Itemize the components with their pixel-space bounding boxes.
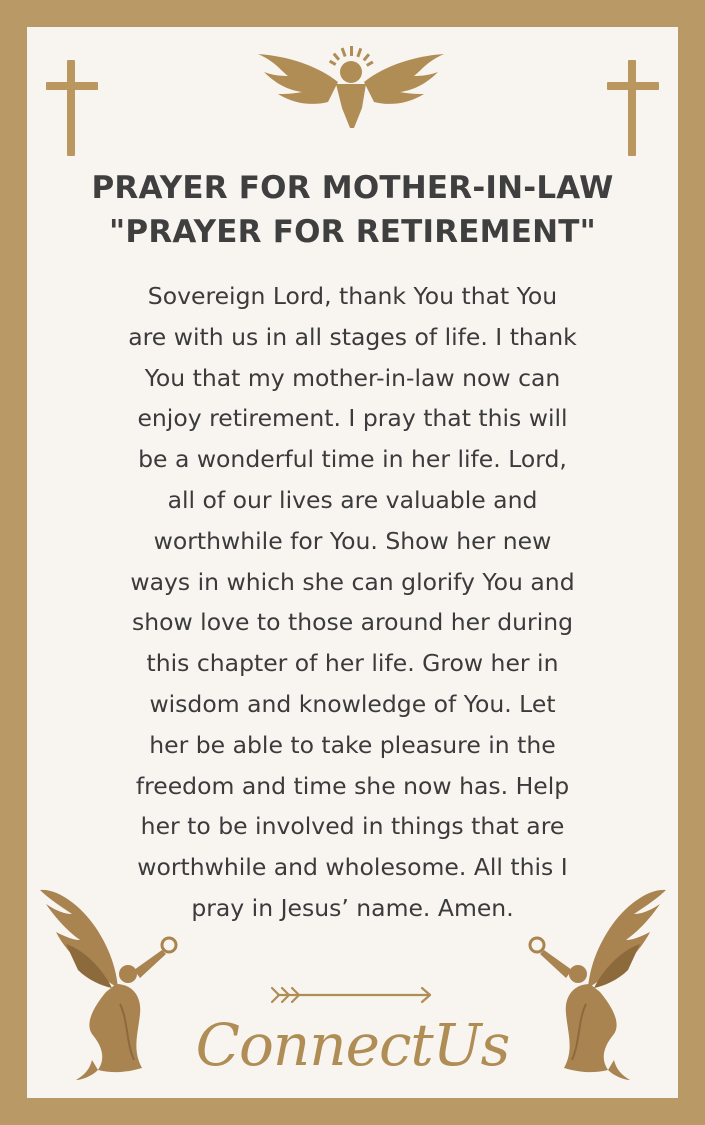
prayer-line: are with us in all stages of life. I thank (128, 322, 577, 351)
prayer-body (60, 276, 645, 929)
prayer-line: her be able to take pleasure in the (149, 730, 556, 759)
prayer-line: worthwhile for You. Show her new (153, 526, 552, 555)
prayer-line: worthwhile and wholesome. All this I (137, 853, 568, 882)
prayer-line: all of our lives are valuable and (167, 485, 538, 514)
prayer-line: freedom and time she now has. Help (135, 771, 570, 800)
prayer-line: pray in Jesus’ name. Amen. (191, 893, 514, 922)
prayer-line: You that my mother-in-law now can (144, 363, 561, 392)
title-line: "PRAYER FOR RETIREMENT" (109, 214, 596, 250)
prayer-line: Sovereign Lord, thank You that You (147, 282, 558, 310)
prayer-title (0, 166, 705, 254)
prayer-line: wisdom and knowledge of You. Let (149, 689, 556, 718)
prayer-line: her to be involved in things that are (140, 812, 565, 841)
arrow-icon (270, 984, 436, 1006)
prayer-line: enjoy retirement. I pray that this will (137, 404, 568, 433)
cross-icon (607, 60, 659, 156)
winged-sun-icon (258, 44, 448, 130)
prayer-line: ways in which she can glorify You and (130, 567, 575, 596)
prayer-line: this chapter of her life. Grow her in (146, 649, 559, 678)
title-line: PRAYER FOR MOTHER-IN-LAW (91, 170, 614, 206)
prayer-line: be a wonderful time in her life. Lord, (138, 445, 567, 474)
prayer-line: show love to those around her during (131, 608, 574, 637)
brand-logo: ConnectUs (195, 1011, 510, 1079)
cross-icon (46, 60, 98, 156)
